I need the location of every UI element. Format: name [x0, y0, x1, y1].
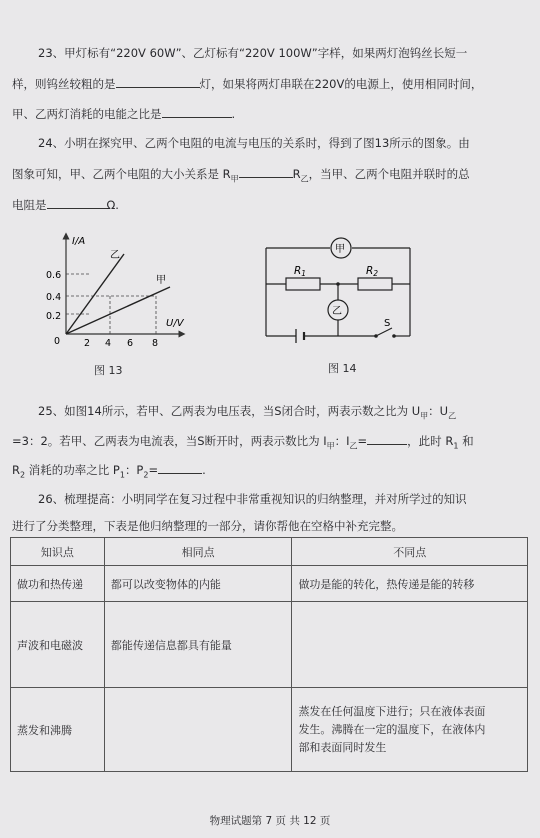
ytick-0.4: 0.4: [46, 292, 62, 303]
x-axis-label: U/V: [166, 318, 184, 329]
row3-diff: 蒸发在任何温度下进行；只在液体表面 发生。沸腾在一定的温度下，在液体内 部和表面同时发生: [292, 688, 528, 772]
ytick-0.6: 0.6: [46, 270, 62, 281]
label-yi: 乙: [110, 250, 120, 261]
q24-line3: 电阻是 Ω.: [12, 198, 119, 212]
q23-blank2[interactable]: [162, 105, 232, 118]
junction-dot: [336, 282, 340, 286]
row3-topic: 蒸发和沸腾: [11, 688, 105, 772]
figure-13-caption: 图 13: [94, 364, 123, 377]
figure-14-caption: 图 14: [328, 362, 357, 375]
q24-line2: 图象可知，甲、乙两个电阻的大小关系是 $R_甲$ $R_乙$，当甲、乙两个电阻并联时的总: [12, 167, 470, 184]
q25-line1: 25、如图14所示，若甲、乙两表为电压表，当S闭合时，两表示数之比为 $U_甲$：$U_乙$: [38, 404, 457, 421]
line-yi: [66, 254, 124, 334]
meter-yi-label: 乙: [332, 306, 342, 317]
xtick-6: 6: [127, 338, 134, 349]
xtick-2: 2: [84, 338, 91, 349]
figure-13-graph: [40, 228, 190, 358]
ytick-0.2: 0.2: [46, 311, 62, 322]
r1-label: R1: [294, 265, 307, 278]
figure-14-circuit: [260, 232, 420, 346]
switch-label: S: [384, 318, 391, 329]
table-header-row: [11, 538, 528, 566]
q23-line1: 23、甲灯标有“220V 60W”、乙灯标有“220V 100W”字样，如果两灯泡钨丝长短一: [38, 46, 468, 60]
row1-diff: 做功是能的转化，热传递是能的转移: [292, 566, 528, 602]
table-row: [11, 566, 528, 602]
q24-blank2[interactable]: [47, 196, 107, 209]
row2-topic: 声波和电磁波: [11, 602, 105, 688]
header-diff: 不同点: [292, 538, 528, 566]
label-jia: 甲: [156, 275, 166, 286]
knowledge-table: [10, 537, 528, 772]
origin-label: 0: [54, 336, 61, 347]
line-jia: [66, 287, 170, 334]
row1-topic: 做功和热传递: [11, 566, 105, 602]
page-footer: 物理试题第 7 页 共 12 页: [209, 815, 331, 827]
switch-contact: [392, 334, 396, 338]
y-axis-label: I/A: [72, 236, 86, 247]
table-row: [11, 688, 528, 772]
q25-blank1[interactable]: [367, 432, 407, 445]
header-same: 相同点: [104, 538, 292, 566]
switch-pivot: [374, 334, 378, 338]
row1-same: 都可以改变物体的内能: [104, 566, 292, 602]
q24-blank1[interactable]: [239, 165, 293, 178]
row2-diff-blank[interactable]: [292, 602, 528, 688]
xtick-8: 8: [152, 338, 159, 349]
q23-blank1[interactable]: [116, 75, 200, 88]
q26-line2: 进行了分类整理，下表是他归纳整理的一部分，请你帮他在空格中补充完整。: [12, 519, 403, 533]
q25-line2: =3：2。若甲、乙两表为电流表，当S断开时，两表示数比为 $I_甲$：$I_乙=$ ，此时 $R_1$ 和: [12, 434, 474, 451]
meter-jia-label: 甲: [335, 244, 345, 255]
table-row: [11, 602, 528, 688]
row2-same: 都能传递信息都具有能量: [104, 602, 292, 688]
q25-blank2[interactable]: [158, 461, 202, 474]
q26-line1: 26、梳理提高：小明同学在复习过程中非常重视知识的归纳整理，并对所学过的知识: [38, 492, 467, 506]
row3-same-blank[interactable]: [104, 688, 292, 772]
q24-line1: 24、小明在探究甲、乙两个电阻的电流与电压的关系时，得到了图13所示的图象。由: [38, 136, 470, 150]
header-topic: 知识点: [11, 538, 105, 566]
q23-line2: 样，则钨丝较粗的是 灯，如果将两灯串联在220V的电源上，使用相同时间，: [12, 77, 483, 91]
r2-label: R2: [366, 265, 379, 278]
xtick-4: 4: [105, 338, 112, 349]
q25-line3: $R_2$ 消耗的功率之比 $P_1$：$P_2=$ .: [12, 463, 206, 480]
q23-line3: 甲、乙两灯消耗的电能之比是 .: [12, 107, 236, 121]
